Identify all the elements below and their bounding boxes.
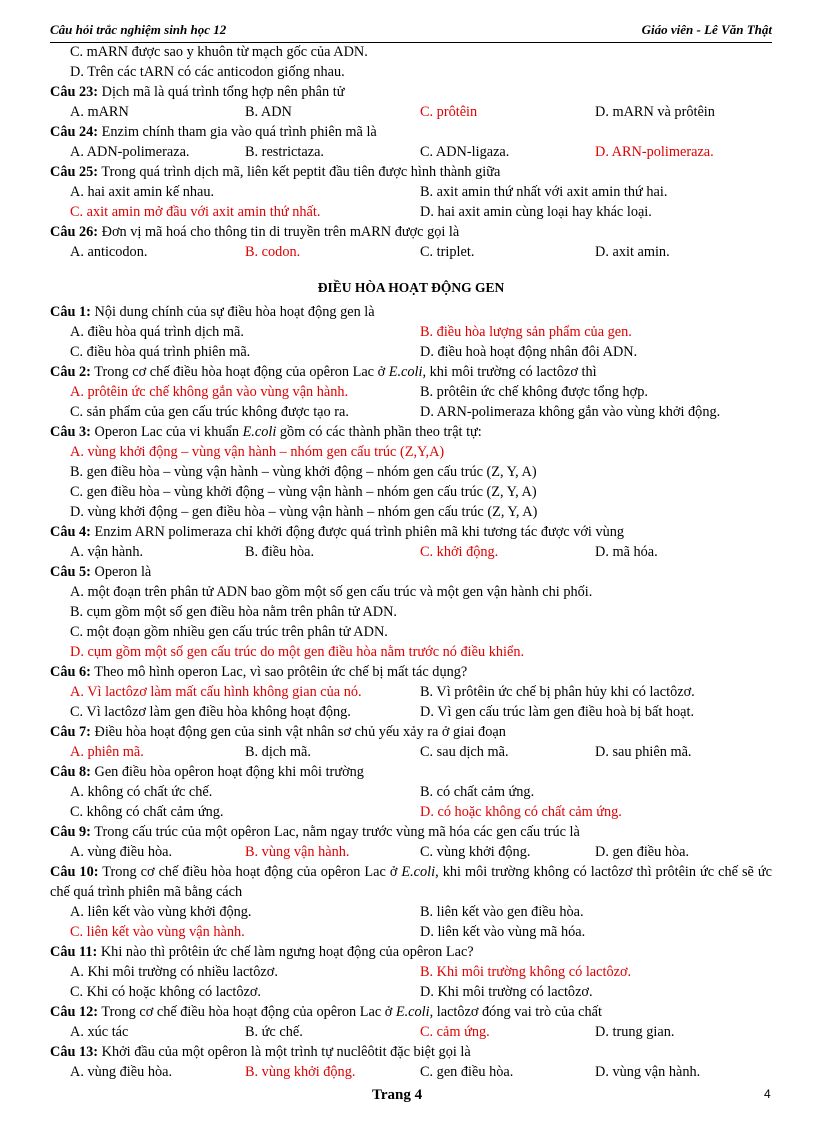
option-d: D. axit amin. xyxy=(595,244,670,260)
option-line: D. Trên các tARN có các anticodon giống nhau. xyxy=(70,64,345,80)
options-row xyxy=(50,402,772,422)
question-26 xyxy=(50,222,772,242)
question-11 xyxy=(50,942,772,962)
option-d: D. gen điều hòa. xyxy=(595,844,690,860)
option-c: C. Khi có hoặc không có lactôzơ. xyxy=(70,984,261,1000)
option-d: D. điều hoà hoạt động nhân đôi ADN. xyxy=(420,344,638,360)
question-3 xyxy=(50,422,772,442)
option-b: B. dịch mã. xyxy=(245,744,311,760)
option-c: C. triplet. xyxy=(420,244,475,260)
option-a: A. anticodon. xyxy=(70,244,148,260)
options-row xyxy=(50,1062,772,1082)
question-text: Enzim ARN polimeraza chỉ khởi động được quá trình phiên mã khi tương tác được với vùng xyxy=(90,524,625,540)
option-a: A. vận hành. xyxy=(70,544,144,560)
option-d: D. trung gian. xyxy=(595,1024,675,1040)
options-row xyxy=(50,102,772,122)
option-d: D. Vì gen cấu trúc làm gen điều hoà bị bất hoạt. xyxy=(420,704,695,720)
options-row xyxy=(50,902,772,922)
option-a: A. vùng điều hòa. xyxy=(70,1064,173,1080)
question-number: Câu 13: xyxy=(50,1044,99,1060)
question-text: Khởi đầu của một opêron là một trình tự nuclêôtit đặc biệt gọi là xyxy=(98,1044,471,1060)
option-a: A. Khi môi trường có nhiều lactôzơ. xyxy=(70,964,278,980)
question-text: Đơn vị mã hoá cho thông tin di truyền trên mARN được gọi là xyxy=(98,224,460,240)
option-d: D. Khi môi trường có lactôzơ. xyxy=(420,984,593,1000)
option-a: A. mARN xyxy=(70,104,129,120)
question-12 xyxy=(50,1002,772,1022)
question-7 xyxy=(50,722,772,742)
question-number: Câu 12: xyxy=(50,1004,99,1020)
question-13 xyxy=(50,1042,772,1062)
option-a-answer: A. prôtêin ức chế không gắn vào vùng vận hành. xyxy=(70,384,349,400)
option-a: A. điều hòa quá trình dịch mã. xyxy=(70,324,244,340)
option-c-answer: C. axit amin mở đầu với axit amin thứ nhất. xyxy=(70,204,321,220)
question-23 xyxy=(50,82,772,102)
options-row xyxy=(50,962,772,982)
question-text: Điều hòa hoạt động gen của sinh vật nhân sơ chủ yếu xảy ra ở giai đoạn xyxy=(90,724,506,740)
question-text: Trong cơ chế điều hòa hoạt động của opêron Lac ở xyxy=(98,864,402,880)
option-c: C. sau dịch mã. xyxy=(420,744,509,760)
question-number: Câu 7: xyxy=(50,724,91,740)
option-a: A. ADN-polimeraza. xyxy=(70,144,190,160)
option-c-answer: C. liên kết vào vùng vận hành. xyxy=(70,924,245,940)
option-b-answer: B. vùng khởi động. xyxy=(245,1064,356,1080)
question-text: Trong cơ chế điều hòa hoạt động của opêron Lac ở xyxy=(90,364,389,380)
option-a: A. liên kết vào vùng khởi động. xyxy=(70,904,252,920)
question-6 xyxy=(50,662,772,682)
question-text: Nội dung chính của sự điều hòa hoạt động gen là xyxy=(90,304,375,320)
question-text: Trong cơ chế điều hòa hoạt động của opêron Lac ở xyxy=(98,1004,396,1020)
option-a: A. xúc tác xyxy=(70,1024,129,1040)
question-text: , lactôzơ đóng vai trò của chất xyxy=(429,1004,602,1020)
question-text: Operon là xyxy=(90,564,152,580)
question-text: Operon Lac của vi khuẩn xyxy=(90,424,243,440)
question-2 xyxy=(50,362,772,382)
species-name: E.coli xyxy=(388,364,423,380)
question-24 xyxy=(50,122,772,142)
options-row xyxy=(50,802,772,822)
option-d: D. vùng vận hành. xyxy=(595,1064,701,1080)
option-b: B. Vì prôtêin ức chế bị phân hủy khi có lactôzơ. xyxy=(420,684,695,700)
option-a: A. một đoạn trên phân tử ADN bao gồm một số gen cấu trúc và một gen vận hành chi phối. xyxy=(70,584,593,600)
question-text: Trong cấu trúc của một opêron Lac, nằm ngay trước vùng mã hóa các gen cấu trúc là xyxy=(90,824,580,840)
question-number: Câu 5: xyxy=(50,564,91,580)
option-c: C. không có chất cảm ứng. xyxy=(70,804,224,820)
question-10 xyxy=(50,862,772,902)
option-a-answer: A. phiên mã. xyxy=(70,744,144,760)
question-8 xyxy=(50,762,772,782)
option-b: B. gen điều hòa – vùng vận hành – vùng khởi động – nhóm gen cấu trúc (Z, Y, A) xyxy=(70,464,537,480)
question-number: Câu 25: xyxy=(50,164,99,180)
options-row xyxy=(50,702,772,722)
question-number: Câu 23: xyxy=(50,84,99,100)
option-a-answer: A. vùng khởi động – vùng vận hành – nhóm gen cấu trúc (Z,Y,A) xyxy=(70,444,445,460)
option-line: C. mARN được sao y khuôn từ mạch gốc của ADN. xyxy=(70,44,368,60)
options-row xyxy=(50,982,772,1002)
options-row xyxy=(50,142,772,162)
option-b: B. điều hòa. xyxy=(245,544,315,560)
question-9 xyxy=(50,822,772,842)
option-b: B. có chất cảm ứng. xyxy=(420,784,535,800)
options-row xyxy=(50,1022,772,1042)
option-c: C. vùng khởi động. xyxy=(420,844,531,860)
question-number: Câu 26: xyxy=(50,224,99,240)
option-d: D. liên kết vào vùng mã hóa. xyxy=(420,924,586,940)
option-b: B. cụm gồm một số gen điều hòa nằm trên phân tử ADN. xyxy=(70,604,397,620)
question-text: Dịch mã là quá trình tổng hợp nên phân tử xyxy=(98,84,345,100)
question-text: Trong quá trình dịch mã, liên kết peptit đầu tiên được hình thành giữa xyxy=(98,164,501,180)
question-number: Câu 1: xyxy=(50,304,91,320)
option-c-answer: C. prôtêin xyxy=(420,104,478,120)
options-row xyxy=(50,782,772,802)
option-b: B. prôtêin ức chế không được tổng hợp. xyxy=(420,384,648,400)
question-number: Câu 8: xyxy=(50,764,91,780)
header-subject: Câu hỏi trắc nghiệm sinh học 12 xyxy=(50,22,227,37)
question-number: Câu 11: xyxy=(50,944,98,960)
option-d: D. hai axit amin cùng loại hay khác loại. xyxy=(420,204,652,220)
page-header xyxy=(50,20,772,43)
option-a: A. hai axit amin kế nhau. xyxy=(70,184,215,200)
option-d: D. ARN-polimeraza không gắn vào vùng khởi động. xyxy=(420,404,721,420)
option-b: B. ức chế. xyxy=(245,1024,303,1040)
option-c: C. Vì lactôzơ làm gen điều hòa không hoạt động. xyxy=(70,704,351,720)
option-d: D. mARN và prôtêin xyxy=(595,104,715,120)
option-d: D. mã hóa. xyxy=(595,544,658,560)
section-title: ĐIỀU HÒA HOẠT ĐỘNG GEN xyxy=(317,280,505,295)
options-row xyxy=(50,542,772,562)
option-c: C. sản phẩm của gen cấu trúc không được tạo ra. xyxy=(70,404,349,420)
option-d-answer: D. cụm gồm một số gen cấu trúc do một gen điều hòa nằm trước nó điều khiển. xyxy=(70,644,525,660)
option-c: C. gen điều hòa – vùng khởi động – vùng vận hành – nhóm gen cấu trúc (Z, Y, A) xyxy=(70,484,537,500)
option-b: B. restrictaza. xyxy=(245,144,324,160)
option-b: B. ADN xyxy=(245,104,292,120)
footer-page-label: Trang 4 xyxy=(372,1087,423,1103)
question-1 xyxy=(50,302,772,322)
question-text: , khi môi trường không có lactôzơ thì prôtêin ức chế sẽ ức chế quá trình phiên mã bằng cách xyxy=(50,864,772,900)
options-row xyxy=(50,382,772,402)
option-d-answer: D. ARN-polimeraza. xyxy=(595,144,714,160)
footer-page-number: 4 xyxy=(764,1087,771,1101)
option-c: C. điều hòa quá trình phiên mã. xyxy=(70,344,251,360)
question-number: Câu 4: xyxy=(50,524,91,540)
option-c: C. ADN-ligaza. xyxy=(420,144,510,160)
option-c-answer: C. khởi động. xyxy=(420,544,499,560)
question-text: Khi nào thì prôtêin ức chế làm ngưng hoạt động của opêron Lac? xyxy=(97,944,474,960)
question-number: Câu 9: xyxy=(50,824,91,840)
question-text: , khi môi trường có lactôzơ thì xyxy=(422,364,597,380)
option-d: D. vùng khởi động – gen điều hòa – vùng vận hành – nhóm gen cấu trúc (Z, Y, A) xyxy=(70,504,538,520)
question-number: Câu 24: xyxy=(50,124,99,140)
species-name: E.coli xyxy=(395,1004,430,1020)
options-row xyxy=(50,742,772,762)
question-number: Câu 6: xyxy=(50,664,91,680)
question-text: Theo mô hình operon Lac, vì sao prôtêin ức chế bị mất tác dụng? xyxy=(90,664,468,680)
option-c: C. một đoạn gồm nhiều gen cấu trúc trên phân tử ADN. xyxy=(70,624,388,640)
question-25 xyxy=(50,162,772,182)
question-number: Câu 2: xyxy=(50,364,91,380)
option-b-answer: B. vùng vận hành. xyxy=(245,844,350,860)
option-c-answer: C. cảm ứng. xyxy=(420,1024,490,1040)
option-b-answer: B. codon. xyxy=(245,244,301,260)
question-text: gồm có các thành phần theo trật tự: xyxy=(276,424,482,440)
species-name: E.coli xyxy=(242,424,277,440)
question-number: Câu 3: xyxy=(50,424,91,440)
options-row xyxy=(50,182,772,202)
options-row xyxy=(50,842,772,862)
document-body xyxy=(50,42,772,1082)
question-text: Gen điều hòa opêron hoạt động khi môi trường xyxy=(90,764,364,780)
options-row xyxy=(50,682,772,702)
option-d: D. sau phiên mã. xyxy=(595,744,692,760)
option-d-answer: D. có hoặc không có chất cảm ứng. xyxy=(420,804,622,820)
option-c: C. gen điều hòa. xyxy=(420,1064,514,1080)
option-a: A. vùng điều hòa. xyxy=(70,844,173,860)
option-b-answer: B. điều hòa lượng sản phẩm của gen. xyxy=(420,324,632,340)
question-4 xyxy=(50,522,772,542)
option-b-answer: B. Khi môi trường không có lactôzơ. xyxy=(420,964,632,980)
options-row xyxy=(50,202,772,222)
option-b: B. liên kết vào gen điều hòa. xyxy=(420,904,584,920)
option-b: B. axit amin thứ nhất với axit amin thứ hai. xyxy=(420,184,668,200)
options-row xyxy=(50,342,772,362)
options-row xyxy=(50,242,772,262)
option-a: A. không có chất ức chế. xyxy=(70,784,213,800)
header-teacher: Giáo viên - Lê Văn Thật xyxy=(641,22,772,37)
question-text: Enzim chính tham gia vào quá trình phiên mã là xyxy=(98,124,377,140)
options-row xyxy=(50,922,772,942)
species-name: E.coli xyxy=(401,864,436,880)
options-row xyxy=(50,322,772,342)
question-5 xyxy=(50,562,772,582)
question-number: Câu 10: xyxy=(50,864,99,880)
option-a-answer: A. Vì lactôzơ làm mất cấu hình không gian của nó. xyxy=(70,684,362,700)
